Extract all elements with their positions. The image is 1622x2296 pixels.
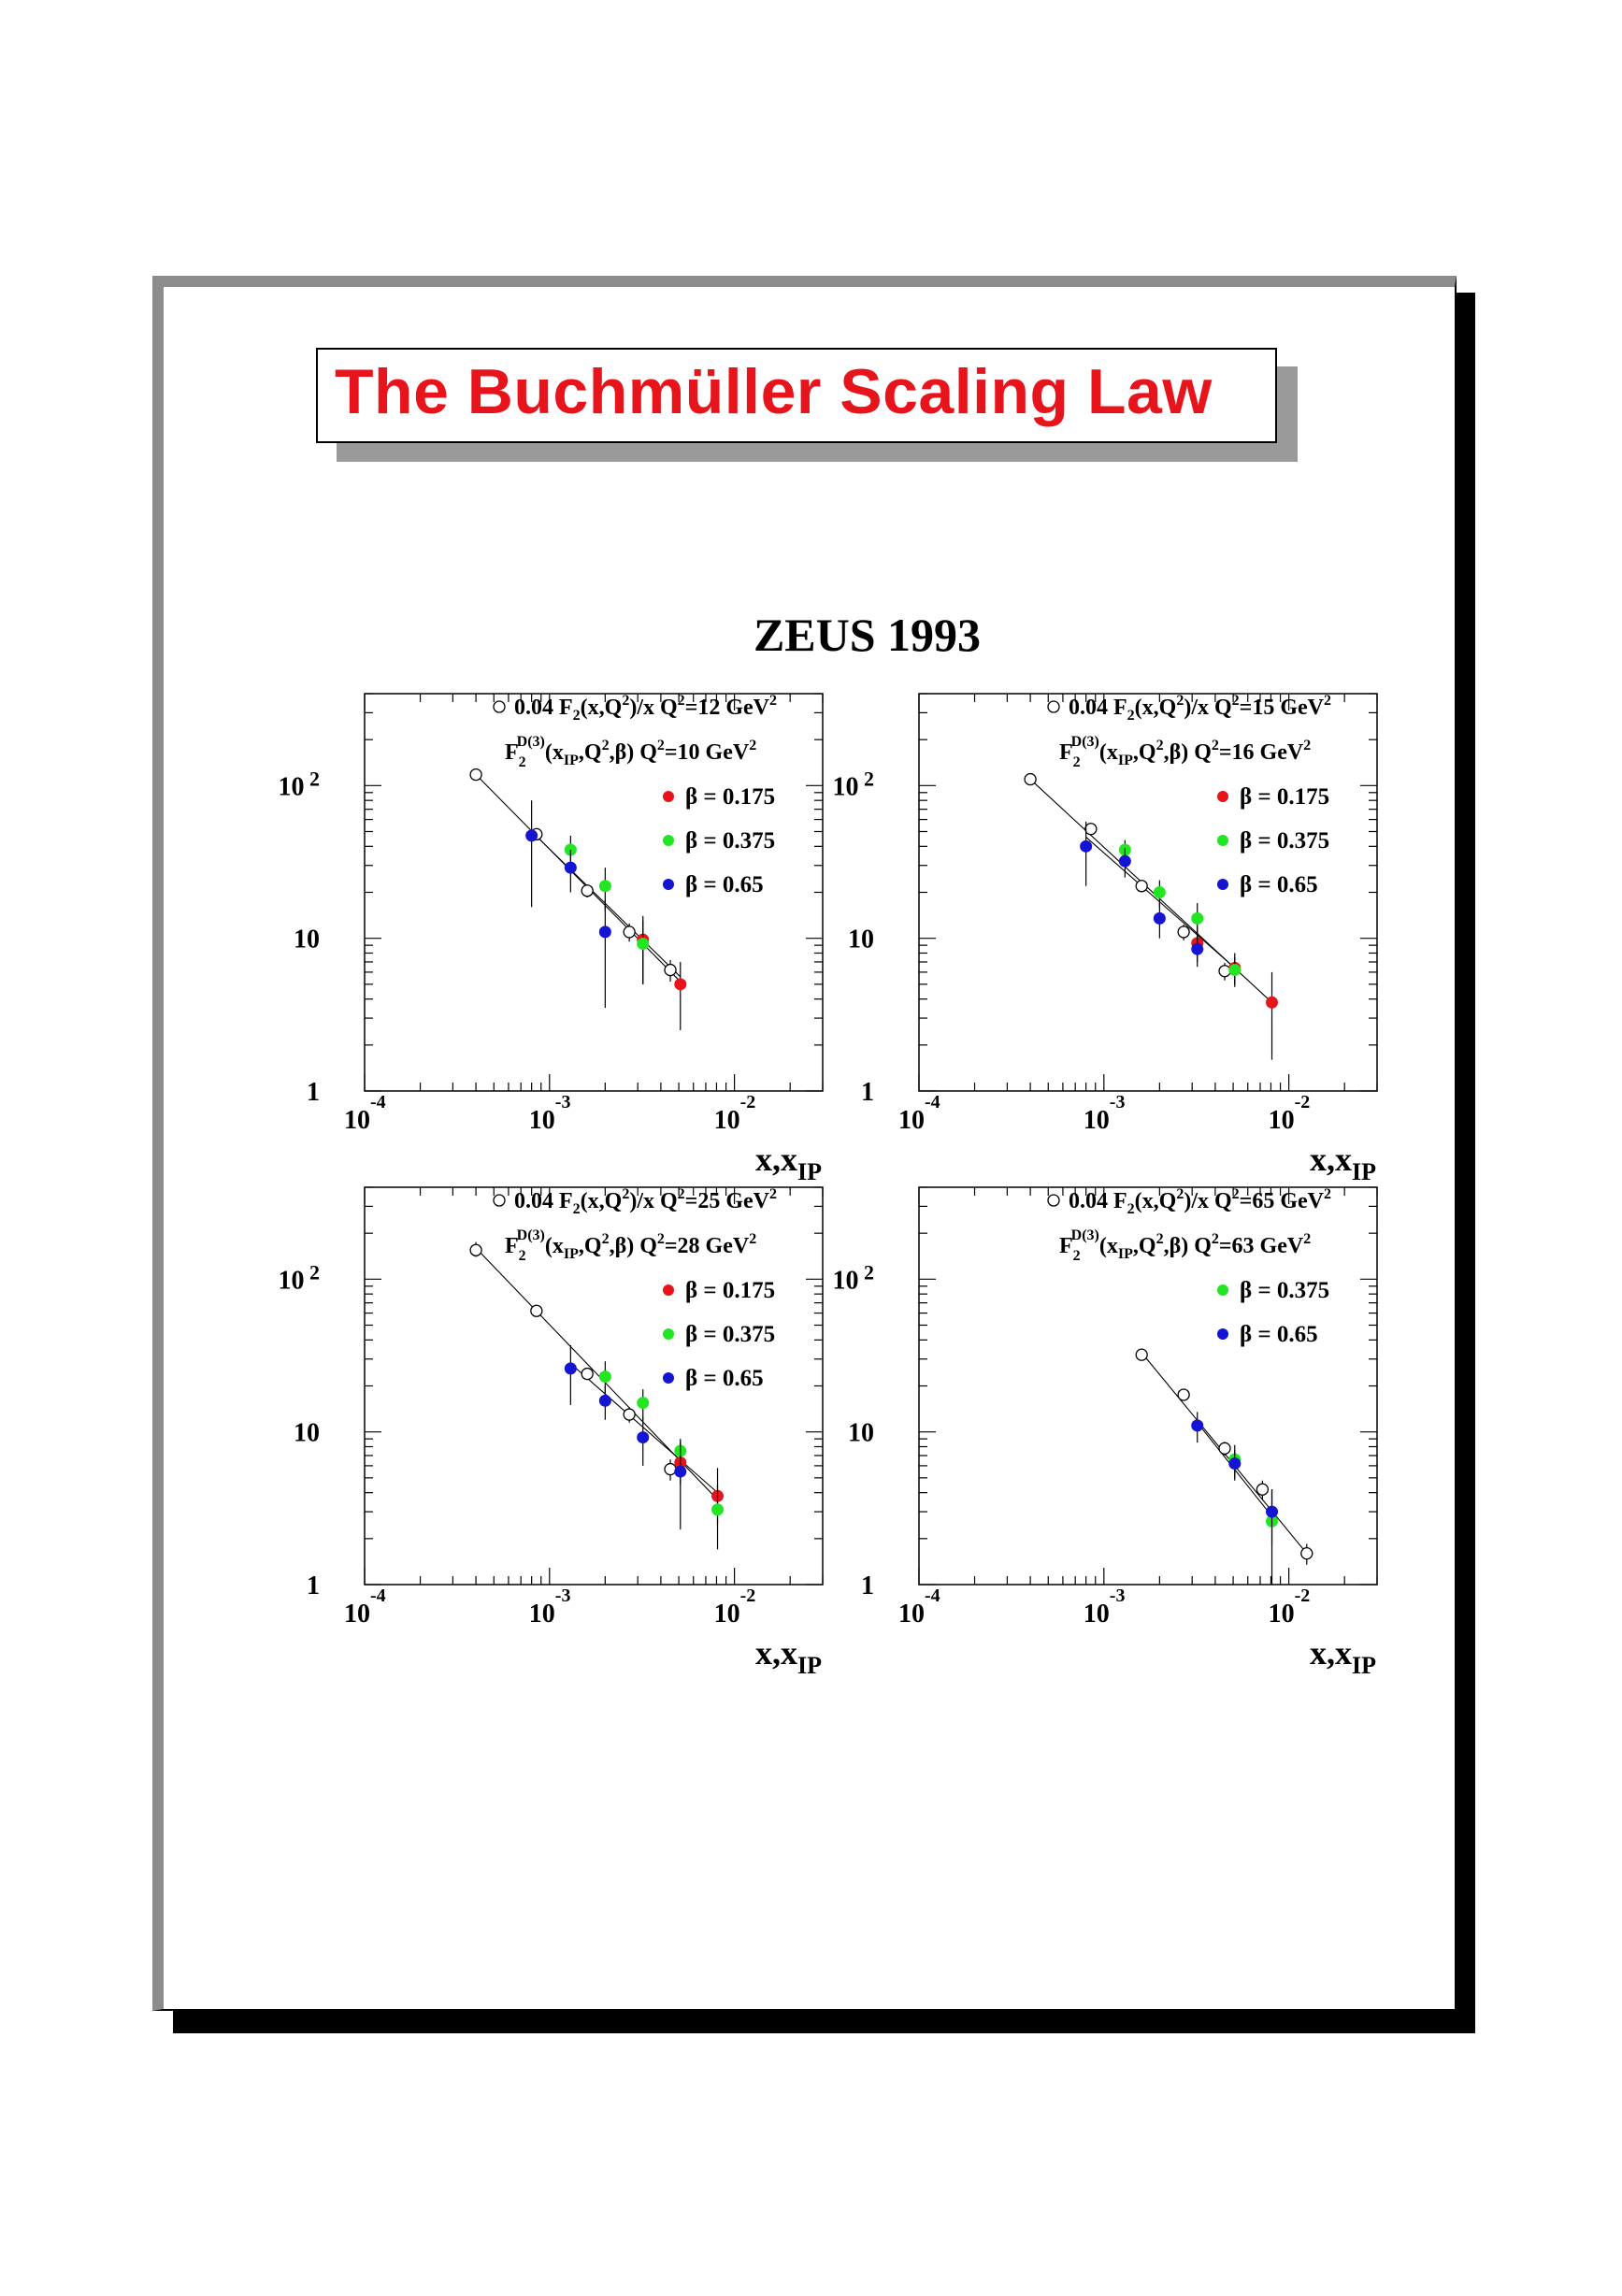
- legend-sub: 2: [1127, 708, 1135, 724]
- fit-line: [476, 775, 681, 982]
- x-axis-label-sub: IP: [1352, 1652, 1376, 1679]
- legend-sup: 2: [1211, 1231, 1219, 1247]
- legend-fd-args: ,β) Q: [1163, 1234, 1212, 1258]
- legend-marker: [1217, 1328, 1228, 1340]
- legend-fd-args: (x: [544, 1234, 564, 1258]
- legend-marker: [1217, 835, 1228, 846]
- x-tick-label: [898, 1586, 940, 1629]
- data-point-open: [665, 1464, 676, 1475]
- data-point: [1191, 1419, 1203, 1431]
- y-tick-base: 1: [307, 1571, 320, 1600]
- legend-f2-main: (x,Q: [580, 1189, 623, 1213]
- legend-label: β = 0.375: [685, 828, 776, 854]
- x-axis-label-main: x,x: [755, 1141, 797, 1178]
- legend-f2-text: [1069, 693, 1331, 724]
- legend-marker: [663, 1372, 674, 1384]
- data-point: [599, 1370, 611, 1383]
- data-point-open: [1136, 881, 1147, 892]
- x-tick-base: 10: [713, 1106, 740, 1135]
- x-tick-base: 10: [1083, 1106, 1110, 1135]
- x-tick-base: 10: [1268, 1106, 1295, 1135]
- y-tick-label: [833, 767, 875, 801]
- legend-fd-q2: =10 GeV: [664, 740, 750, 765]
- legend-sub: 2: [1127, 1201, 1135, 1217]
- y-tick-base: 10: [278, 772, 305, 802]
- legend-sup: 2: [749, 1231, 757, 1247]
- legend-fd-args: (x: [544, 740, 564, 765]
- data-point: [1228, 964, 1241, 976]
- data-point: [1228, 1457, 1241, 1470]
- data-point: [1266, 997, 1278, 1009]
- legend-marker: [663, 835, 674, 846]
- x-tick-label: [898, 1092, 940, 1135]
- legend-sub: 2: [1072, 754, 1081, 770]
- data-point-open: [1178, 926, 1189, 938]
- legend-sub: 2: [518, 754, 526, 770]
- y-tick-label: [294, 926, 320, 954]
- y-tick-base: 10: [294, 1418, 320, 1448]
- legend-fd-text: [1059, 1227, 1311, 1264]
- x-tick-exponent: -4: [925, 1092, 940, 1112]
- x-tick-exponent: -4: [370, 1092, 386, 1112]
- legend-sup: 2: [1176, 1186, 1184, 1202]
- legend-f2-tail: )/x Q: [1184, 696, 1232, 720]
- legend-fd-args: ,Q: [1132, 1234, 1156, 1258]
- data-point-open: [1025, 774, 1036, 785]
- legend-fd-args: ,β) Q: [609, 740, 657, 765]
- data-point-open: [1178, 1389, 1189, 1400]
- legend-f2-prefix: 0.04 F: [1069, 696, 1127, 720]
- y-tick-label: [861, 1571, 874, 1600]
- chart-panel-3: [279, 1186, 824, 1679]
- legend-sup: 2: [1155, 738, 1164, 753]
- data-point: [637, 1431, 649, 1443]
- legend-sup: 2: [1155, 1231, 1164, 1247]
- x-axis-label: [1310, 1634, 1376, 1679]
- x-tick-base: 10: [1268, 1600, 1295, 1629]
- data-point: [599, 880, 611, 892]
- data-point-open: [1085, 824, 1097, 835]
- data-point: [1154, 886, 1166, 898]
- y-tick-label: [294, 1419, 320, 1448]
- legend-sup: 2: [1324, 1186, 1331, 1202]
- y-tick-label: [279, 767, 321, 801]
- data-point: [599, 926, 611, 938]
- legend-label: β = 0.65: [685, 872, 764, 897]
- x-axis-label-sub: IP: [797, 1652, 822, 1679]
- x-axis-label-sub: IP: [797, 1158, 822, 1185]
- x-tick-base: 10: [898, 1106, 925, 1135]
- x-tick-base: 10: [344, 1600, 370, 1629]
- data-point: [599, 1395, 611, 1407]
- data-point-open: [1136, 1349, 1147, 1360]
- legend-fd-F: F: [505, 740, 519, 765]
- figure-title: ZEUS 1993: [753, 609, 982, 661]
- y-tick-base: 10: [278, 1266, 305, 1296]
- y-tick-base: 10: [832, 772, 859, 802]
- legend-fd-q2: =16 GeV: [1218, 740, 1304, 765]
- legend-marker: [663, 1328, 674, 1340]
- data-point: [565, 862, 577, 874]
- data-point-open: [470, 769, 481, 781]
- legend-sup: D(3): [516, 1227, 545, 1243]
- data-point: [525, 829, 538, 841]
- y-tick-label: [833, 1260, 875, 1295]
- legend-marker: [1217, 879, 1228, 890]
- x-tick-base: 10: [1083, 1600, 1110, 1629]
- y-tick-label: [307, 1078, 320, 1107]
- data-point-open: [1219, 966, 1230, 977]
- legend-marker: [1217, 791, 1228, 802]
- legend-label: β = 0.65: [685, 1366, 764, 1391]
- legend-marker: [663, 1284, 674, 1296]
- legend-sub: 2: [572, 708, 581, 724]
- legend-f2-prefix: 0.04 F: [514, 696, 573, 720]
- x-axis-label: [1310, 1141, 1376, 1185]
- fit-line: [1086, 837, 1235, 968]
- legend-fd-q2: =63 GeV: [1218, 1234, 1304, 1258]
- y-tick-label: [861, 1078, 874, 1107]
- data-point: [637, 1397, 649, 1409]
- data-point: [1191, 943, 1203, 955]
- x-tick-base: 10: [713, 1600, 740, 1629]
- legend-marker: [663, 879, 674, 890]
- legend-fd-F: F: [1059, 1234, 1073, 1258]
- legend-sup: 2: [1303, 1231, 1312, 1247]
- legend-label: β = 0.65: [1240, 1322, 1318, 1347]
- x-tick-exponent: -3: [1109, 1586, 1126, 1606]
- legend-fd-args: ,Q: [578, 740, 602, 765]
- x-axis-label-main: x,x: [755, 1634, 797, 1672]
- x-axis-label: [755, 1634, 822, 1679]
- legend-sup: 2: [601, 1231, 610, 1247]
- x-axis-label: [755, 1141, 822, 1185]
- legend-f2-main: (x,Q: [1134, 696, 1177, 720]
- legend-f2-q2: =25 GeV: [684, 1189, 769, 1213]
- x-tick-label: [344, 1586, 386, 1629]
- legend-fd-F: F: [1059, 740, 1073, 765]
- legend-sub: IP: [1117, 753, 1133, 768]
- legend-label: β = 0.375: [1240, 1278, 1330, 1303]
- legend-f2-q2: =15 GeV: [1239, 696, 1324, 720]
- x-tick-label: [529, 1586, 571, 1629]
- legend-sup: 2: [769, 693, 777, 709]
- legend-open-circle: [494, 701, 505, 712]
- legend-label: β = 0.175: [1240, 784, 1330, 810]
- x-tick-base: 10: [898, 1600, 925, 1629]
- y-tick-base: 10: [294, 925, 320, 954]
- x-tick-exponent: -2: [739, 1586, 756, 1606]
- legend-open-circle: [1048, 701, 1059, 712]
- legend-sup: 2: [769, 1186, 777, 1202]
- legend-sub: 2: [572, 1201, 581, 1217]
- data-point-open: [624, 1409, 635, 1420]
- x-tick-base: 10: [528, 1106, 555, 1135]
- legend-open-circle: [1048, 1195, 1059, 1206]
- y-tick-base: 10: [848, 925, 874, 954]
- legend-sup: D(3): [516, 734, 545, 750]
- y-tick-base: 10: [848, 1418, 874, 1448]
- data-point-open: [624, 926, 635, 938]
- legend-f2-tail: )/x Q: [1184, 1189, 1232, 1213]
- x-axis-label-main: x,x: [1310, 1141, 1352, 1178]
- data-point: [1266, 1506, 1278, 1518]
- data-point-open: [531, 1305, 542, 1316]
- legend-sup: 2: [1211, 738, 1219, 753]
- legend-f2-q2: =65 GeV: [1239, 1189, 1324, 1213]
- legend-fd-args: ,Q: [1132, 740, 1156, 765]
- data-point: [565, 1362, 577, 1374]
- x-tick-label: [1084, 1586, 1126, 1629]
- legend-sup: 2: [1231, 693, 1240, 709]
- legend-f2-prefix: 0.04 F: [514, 1189, 573, 1213]
- y-tick-label: [848, 1419, 874, 1448]
- data-point: [674, 1466, 686, 1478]
- chart-panel-2: [833, 693, 1378, 1185]
- legend-f2-main: (x,Q: [1134, 1189, 1177, 1213]
- x-tick-base: 10: [344, 1106, 370, 1135]
- legend-fd-args: ,β) Q: [609, 1234, 657, 1258]
- y-tick-label: [848, 926, 874, 954]
- x-tick-label: [714, 1092, 756, 1135]
- y-tick-exponent: 2: [304, 767, 320, 791]
- legend-sup: 2: [1231, 1186, 1240, 1202]
- data-point-open: [581, 1369, 593, 1380]
- legend-marker: [1217, 1284, 1228, 1296]
- y-tick-base: 1: [861, 1571, 874, 1600]
- legend-fd-args: (x: [1098, 1234, 1118, 1258]
- legend-sup: 2: [601, 738, 610, 753]
- legend-sub: 2: [518, 1248, 526, 1264]
- data-point: [637, 938, 649, 950]
- legend-sup: 2: [656, 1231, 665, 1247]
- y-tick-base: 1: [861, 1078, 874, 1107]
- legend-label: β = 0.175: [685, 1278, 776, 1303]
- y-tick-exponent: 2: [858, 767, 874, 791]
- data-point-open: [1301, 1548, 1313, 1559]
- x-tick-label: [1084, 1092, 1126, 1135]
- legend-f2-prefix: 0.04 F: [1069, 1189, 1127, 1213]
- y-tick-base: 1: [307, 1078, 320, 1107]
- legend-f2-tail: )/x Q: [629, 1189, 678, 1213]
- legend-sup: 2: [677, 1186, 685, 1202]
- y-tick-label: [307, 1571, 320, 1600]
- legend-fd-text: [505, 1227, 756, 1264]
- data-point: [1080, 840, 1092, 853]
- legend-f2-text: [514, 693, 777, 724]
- legend-label: β = 0.175: [685, 784, 776, 810]
- x-tick-exponent: -2: [1294, 1586, 1311, 1606]
- fit-line: [532, 832, 681, 977]
- legend-sub: IP: [1117, 1246, 1133, 1262]
- legend-label: β = 0.375: [1240, 828, 1330, 854]
- x-tick-exponent: -3: [554, 1092, 571, 1112]
- legend-label: β = 0.375: [685, 1322, 776, 1347]
- legend-fd-text: [505, 734, 756, 770]
- legend-label: β = 0.65: [1240, 872, 1318, 897]
- y-tick-exponent: 2: [304, 1260, 320, 1284]
- data-point-open: [470, 1244, 481, 1256]
- legend-sup: 2: [1303, 738, 1312, 753]
- legend-fd-args: ,β) Q: [1163, 740, 1212, 765]
- x-tick-exponent: -4: [370, 1586, 386, 1606]
- data-point: [1191, 912, 1203, 925]
- x-axis-label-sub: IP: [1352, 1158, 1376, 1185]
- x-tick-base: 10: [528, 1600, 555, 1629]
- legend-sub: IP: [563, 1246, 579, 1262]
- x-tick-exponent: -2: [739, 1092, 756, 1112]
- legend-fd-F: F: [505, 1234, 519, 1258]
- x-tick-exponent: -4: [925, 1586, 940, 1606]
- legend-sup: 2: [1324, 693, 1331, 709]
- y-tick-base: 10: [832, 1266, 859, 1296]
- legend-fd-args: (x: [1098, 740, 1118, 765]
- y-tick-exponent: 2: [858, 1260, 874, 1284]
- chart-panel-4: [833, 1186, 1378, 1679]
- x-tick-label: [1269, 1092, 1311, 1135]
- data-point-open: [1256, 1484, 1268, 1495]
- data-point-open: [665, 965, 676, 976]
- x-tick-label: [1269, 1586, 1311, 1629]
- legend-open-circle: [494, 1195, 505, 1206]
- legend-f2-text: [1069, 1186, 1331, 1217]
- legend-sup: 2: [656, 738, 665, 753]
- legend-f2-main: (x,Q: [580, 696, 623, 720]
- x-tick-label: [344, 1092, 386, 1135]
- x-tick-exponent: -3: [554, 1586, 571, 1606]
- x-tick-exponent: -2: [1294, 1092, 1311, 1112]
- legend-sup: 2: [1176, 693, 1184, 709]
- legend-sup: D(3): [1070, 1227, 1099, 1243]
- data-point-open: [1219, 1442, 1230, 1454]
- y-tick-label: [279, 1260, 321, 1295]
- data-point-open: [581, 885, 593, 897]
- x-tick-label: [529, 1092, 571, 1135]
- legend-f2-q2: =12 GeV: [684, 696, 769, 720]
- legend-sup: D(3): [1070, 734, 1099, 750]
- x-tick-label: [714, 1586, 756, 1629]
- legend-fd-args: ,Q: [578, 1234, 602, 1258]
- data-point: [1119, 855, 1131, 868]
- data-point: [711, 1503, 724, 1515]
- legend-f2-text: [514, 1186, 777, 1217]
- data-point: [674, 978, 686, 990]
- legend-marker: [663, 791, 674, 802]
- legend-fd-q2: =28 GeV: [664, 1234, 750, 1258]
- legend-sup: 2: [622, 1186, 630, 1202]
- chart-panel-1: [279, 693, 824, 1185]
- legend-fd-text: [1059, 734, 1311, 770]
- legend-f2-tail: )/x Q: [629, 696, 678, 720]
- x-axis-label-main: x,x: [1310, 1634, 1352, 1672]
- legend-sup: 2: [622, 693, 630, 709]
- slide-title: The Buchmüller Scaling Law: [335, 356, 1213, 427]
- x-tick-exponent: -3: [1109, 1092, 1126, 1112]
- legend-sub: 2: [1072, 1248, 1081, 1264]
- data-point: [1154, 912, 1166, 925]
- legend-sup: 2: [749, 738, 757, 753]
- legend-sub: IP: [563, 753, 579, 768]
- legend-sup: 2: [677, 693, 685, 709]
